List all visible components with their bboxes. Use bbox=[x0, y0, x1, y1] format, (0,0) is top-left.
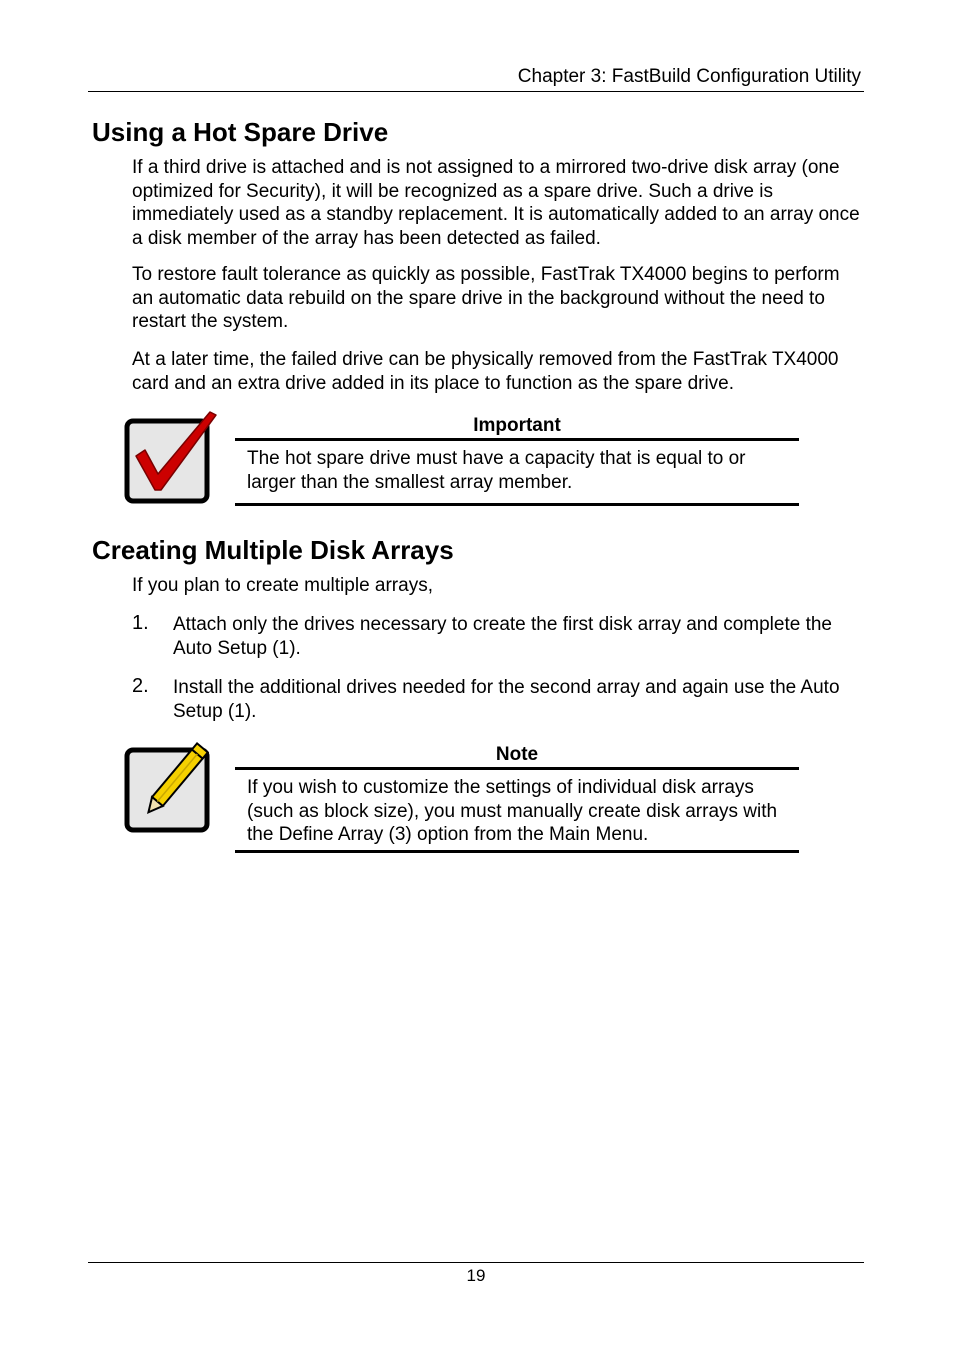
note-top-rule bbox=[235, 767, 799, 770]
important-top-rule bbox=[235, 438, 799, 441]
note-bottom-rule bbox=[235, 850, 799, 853]
page-number: 19 bbox=[466, 1266, 486, 1285]
intro-paragraph: If you plan to create multiple arrays, bbox=[132, 575, 433, 596]
important-title: Important bbox=[473, 415, 561, 436]
paragraph: To restore fault tolerance as quickly as possible, FastTrak TX4000 begins to perform an automatic data rebuild on the spare drive in the background without the need to restart the system. bbox=[132, 264, 840, 333]
important-text: The hot spare drive must have a capacity that is equal to or larger than the smallest array member. bbox=[247, 448, 746, 493]
pencil-icon bbox=[122, 737, 222, 837]
header-rule bbox=[88, 91, 864, 92]
paragraph: If a third drive is attached and is not assigned to a mirrored two-drive disk array (one optimized for Security), it will be recognized as a spare drive. Such a drive is immediately used as a standby replacement. It is automatically added to an array once a disk member of the array has been detected as failed. bbox=[132, 157, 860, 249]
checkmark-icon bbox=[122, 406, 222, 506]
paragraph: At a later time, the failed drive can be physically removed from the FastTrak TX4000 card and an extra drive added in its place to function as the spare drive. bbox=[132, 349, 839, 394]
step-number: 1. bbox=[132, 612, 149, 634]
step-text: Attach only the drives necessary to create the first disk array and complete the Auto Setup (1). bbox=[173, 614, 832, 659]
running-header: Chapter 3: FastBuild Configuration Utility bbox=[517, 66, 861, 87]
step-text: Install the additional drives needed for the second array and again use the Auto Setup (1). bbox=[173, 677, 840, 722]
footer-rule bbox=[88, 1262, 864, 1263]
important-bottom-rule bbox=[235, 503, 799, 506]
section-heading-multiple-arrays: Creating Multiple Disk Arrays bbox=[92, 535, 454, 565]
note-text: If you wish to customize the settings of individual disk arrays (such as block size), you must manually create disk arrays with the Define Array (3) option from the Main Menu. bbox=[247, 777, 778, 846]
section-heading-hot-spare: Using a Hot Spare Drive bbox=[92, 117, 389, 147]
step-number: 2. bbox=[132, 675, 149, 697]
note-title: Note bbox=[495, 744, 539, 765]
